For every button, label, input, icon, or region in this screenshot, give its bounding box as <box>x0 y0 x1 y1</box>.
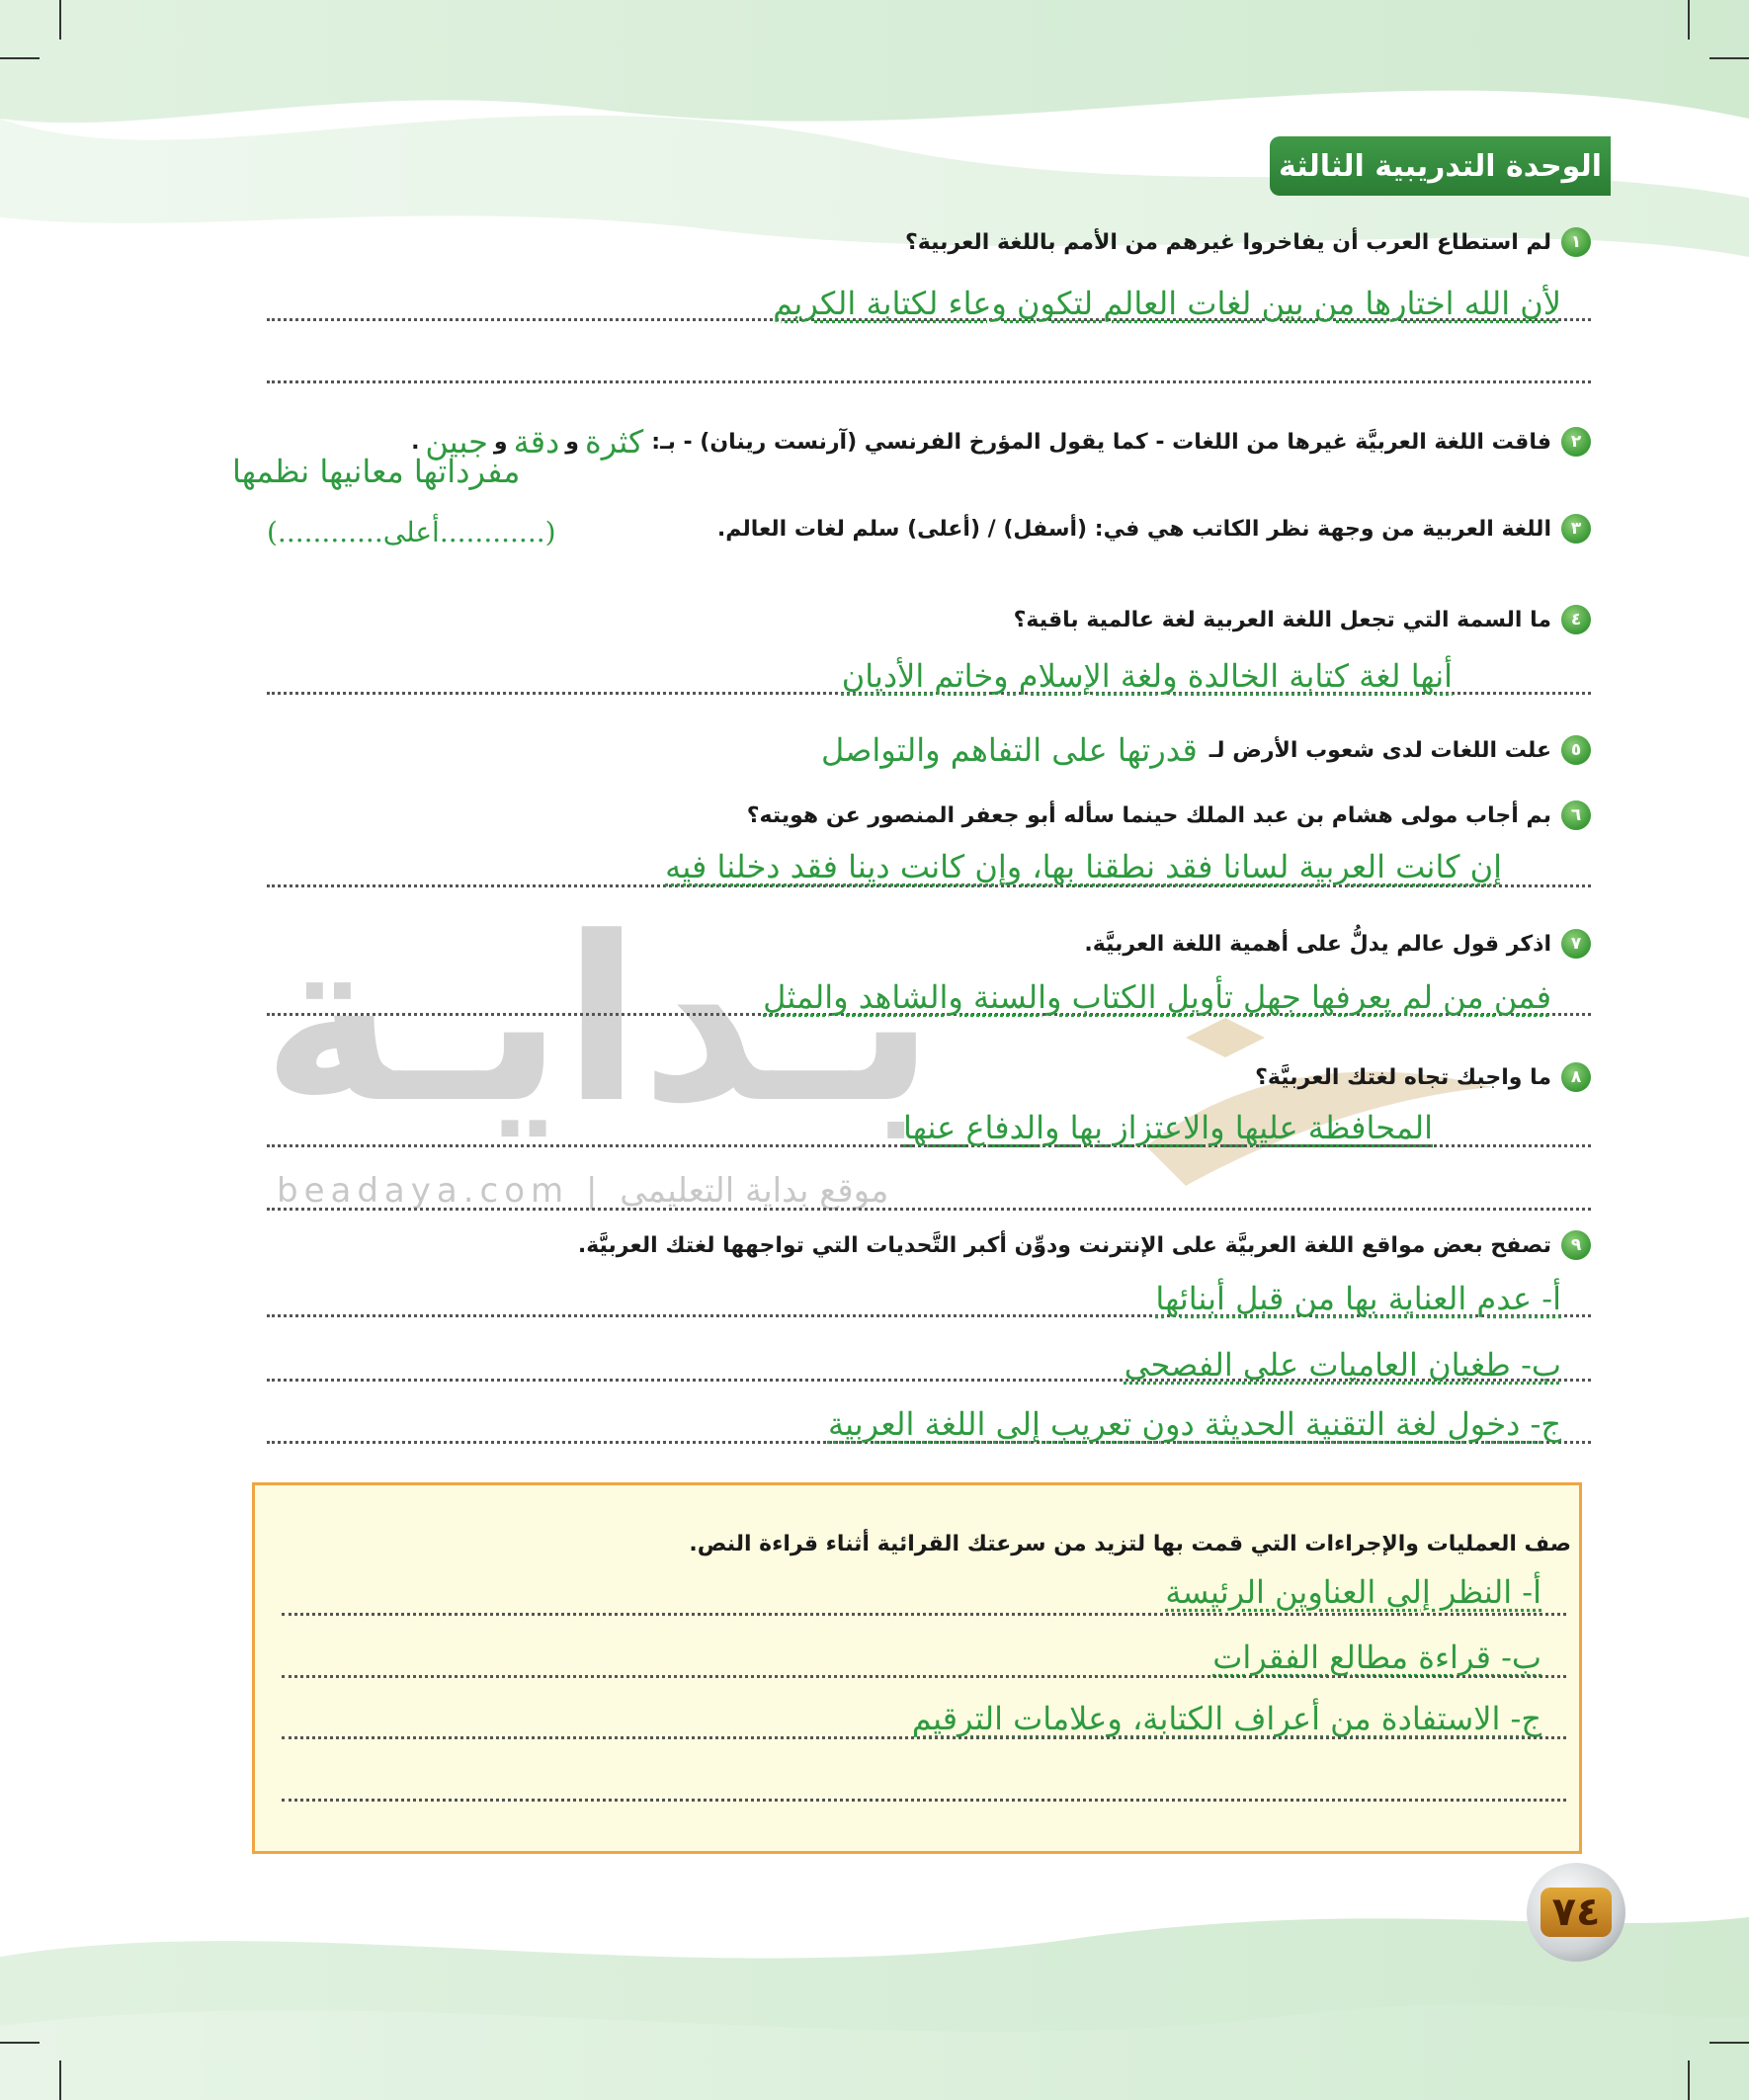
answer-2-line2: مفرداتها معانيها نظمها <box>232 453 521 490</box>
question-1 <box>905 227 1591 257</box>
unit-title-banner: الوحدة التدريبية الثالثة <box>1270 136 1611 196</box>
question-text: لم استطاع العرب أن يفاخروا غيرهم من الأمم باللغة العربية؟ <box>905 229 1551 255</box>
answer-2-part: دقة <box>513 423 560 461</box>
answer-line <box>282 1613 1566 1616</box>
box-answer-c: ج- الاستفادة من أعراف الكتابة، وعلامات الترقيم <box>911 1700 1541 1737</box>
question-number: ٦ <box>1561 800 1591 830</box>
crop-mark <box>0 2042 40 2044</box>
answer-7: فمن من لم يعرفها جهل تأويل الكتاب والسنة والشاهد والمثل <box>763 978 1551 1016</box>
box-question: صف العمليات والإجراءات التي قمت بها لتزيد من سرعتك القرائية أثناء قراءة النص. <box>689 1532 1571 1556</box>
question-number: ٣ <box>1561 514 1591 544</box>
question-text: تصفح بعض مواقع اللغة العربيَّة على الإنترنت ودوِّن أكبر التَّحديات التي تواجهها لغتك العربيَّة. <box>577 1232 1551 1258</box>
question-number: ٨ <box>1561 1062 1591 1092</box>
crop-mark <box>1688 2060 1690 2100</box>
question-number: ٧ <box>1561 929 1591 959</box>
question-number: ٤ <box>1561 605 1591 634</box>
question-text: فاقت اللغة العربيَّة غيرها من اللغات - كما يقول المؤرخ الفرنسي (آرنست رينان) - بـ: <box>651 429 1551 455</box>
answer-2-part: و <box>493 429 508 455</box>
answer-line <box>267 1208 1591 1211</box>
answer-2-part: و <box>565 429 579 455</box>
question-text: علت اللغات لدى شعوب الأرض لـ <box>1208 737 1551 763</box>
watermark-sub: beadaya.com | موقع بداية التعليمي <box>277 1171 889 1211</box>
watermark-text: بـدايـة <box>262 889 936 1153</box>
answer-1: لأن الله اختارها من بين لغات العالم لتكون وعاء لكتابة الكريم <box>773 285 1561 322</box>
question-number: ٥ <box>1561 735 1591 765</box>
question-number: ٢ <box>1561 427 1591 457</box>
question-text: اذكر قول عالم يدلُّ على أهمية اللغة العربيَّة. <box>1084 931 1551 957</box>
question-9 <box>578 1230 1591 1260</box>
question-text: ما السمة التي تجعل اللغة العربية لغة عالمية باقية؟ <box>1013 607 1551 632</box>
answer-9b: ب- طغيان العاميات على الفصحى <box>1124 1346 1561 1384</box>
question-number: ٩ <box>1561 1230 1591 1260</box>
question-8 <box>1255 1062 1591 1092</box>
answer-line <box>282 1736 1566 1739</box>
answer-3: (............أعلى............) <box>267 516 556 548</box>
question-2 <box>411 423 1591 461</box>
answer-9c: ج- دخول لغة التقنية الحديثة دون تعريب إلى اللغة العربية <box>827 1405 1561 1443</box>
answer-2-part: جبين <box>425 423 488 461</box>
crop-mark <box>0 57 40 59</box>
crop-mark <box>59 0 61 40</box>
answer-5: قدرتها على التفاهم والتواصل <box>820 731 1198 769</box>
answer-2-part: . <box>411 429 420 455</box>
answer-line <box>282 1799 1566 1802</box>
answer-line <box>267 380 1591 383</box>
question-text: بم أجاب مولى هشام بن عبد الملك حينما سأله أبو جعفر المنصور عن هويته؟ <box>746 802 1551 828</box>
crop-mark <box>1688 0 1690 40</box>
answer-2-part: كثرة <box>584 423 644 461</box>
answer-9a: أ- عدم العناية بها من قبل أبنائها <box>1155 1280 1561 1317</box>
crop-mark <box>59 2060 61 2100</box>
question-5 <box>821 731 1591 769</box>
answer-8: المحافظة عليها والاعتزاز بها والدفاع عنها <box>903 1109 1433 1146</box>
answer-line <box>282 1675 1566 1678</box>
answer-6: إن كانت العربية لسانا فقد نطقنا بها، وإن كانت دينا فقد دخلنا فيه <box>665 848 1502 885</box>
page-number-badge <box>1527 1863 1625 1962</box>
crop-mark <box>1709 2042 1749 2044</box>
question-number: ١ <box>1561 227 1591 257</box>
question-4 <box>1014 605 1591 634</box>
box-answer-a: أ- النظر إلى العناوين الرئيسة <box>1165 1573 1541 1611</box>
question-3 <box>717 514 1591 544</box>
box-answer-b: ب- قراءة مطالع الفقرات <box>1212 1638 1541 1676</box>
question-text: ما واجبك تجاه لغتك العربيَّة؟ <box>1255 1064 1551 1090</box>
watermark-logo-icon <box>1126 998 1502 1196</box>
question-text: اللغة العربية من وجهة نظر الكاتب هي في: (أسفل) / (أعلى) سلم لغات العالم. <box>716 516 1551 542</box>
question-6 <box>747 800 1591 830</box>
page-number: ٧٤ <box>1541 1888 1612 1937</box>
crop-mark <box>1709 57 1749 59</box>
answer-4: أنها لغة كتابة الخالدة ولغة الإسلام وخاتم الأديان <box>841 657 1453 695</box>
question-7 <box>1084 929 1591 959</box>
